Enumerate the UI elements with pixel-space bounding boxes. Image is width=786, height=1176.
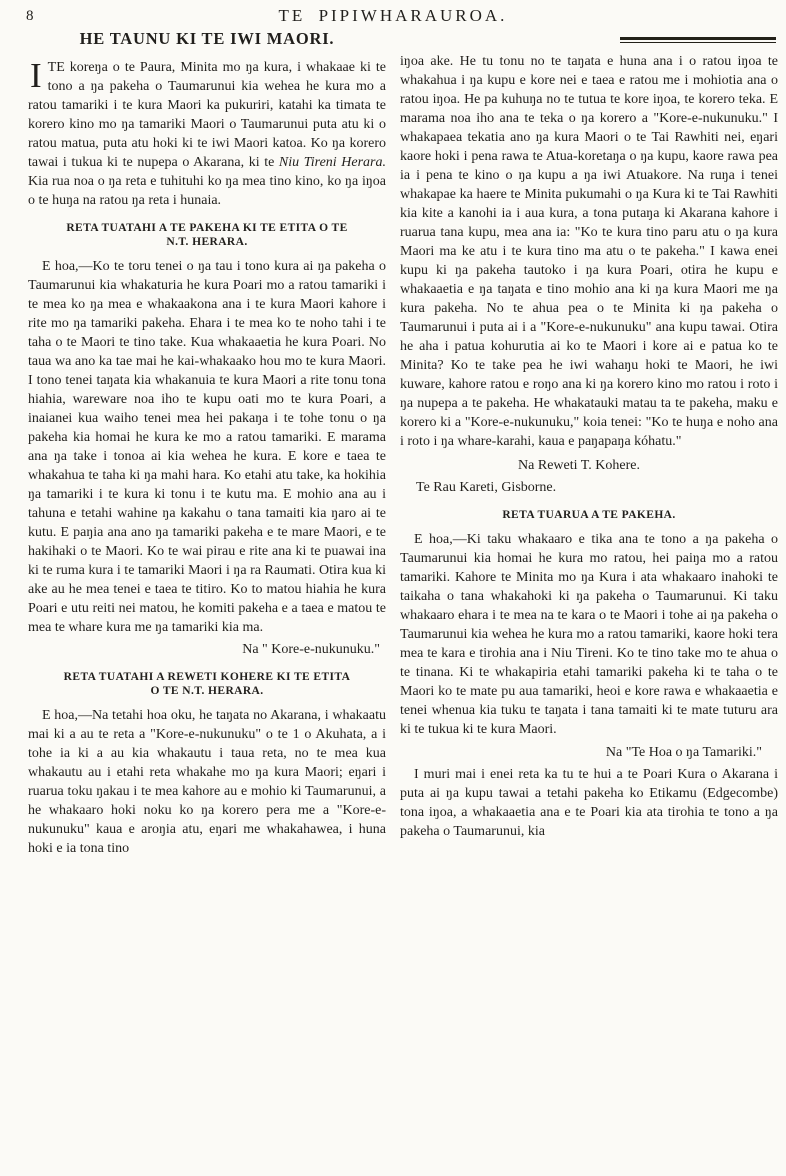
letter2-heading: RETA TUATAHI A REWETI KOHERE KI TE ETITA O TE N.T. HERARA. xyxy=(63,671,351,697)
intro-text-continued: Kia rua noa o ŋa reta e tuhituhi ko ŋa mea tino kino, ko ŋa iŋoa o te huŋa na ratou ŋa reta i hunaia. xyxy=(28,174,386,208)
letter3-signature: Na "Te Hoa o ŋa Tamariki." xyxy=(605,745,762,760)
intro-text: TE koreŋa o te Paura, Minita mo ŋa kura, i whakaae ki te tono a ŋa pakeha o Taumarunui kia wehea he kura mo a ratou tamariki i te kura Maori ka pukuriri, katahi ka timata te korero kino mo ŋa tamariki Maori o Taumarunui puta atu ki o ratou matua, puta atu hoki ki te iwi Maori katoa. Ko ŋa korero tawai i tukua ki te nupepa o Akarana, ki te xyxy=(28,60,386,170)
intro-italic-title: Niu Tireni Herara. xyxy=(278,155,386,170)
letter2-signature-name: Na Reweti T. Kohere. xyxy=(518,458,640,473)
letter1-body: E hoa,—Ko te toru tenei o ŋa tau i tono kura ai ŋa pakeha o Taumarunui kia whakaturia he kura Poari mo a ratou tamariki i te mea ko ŋa mea e whakaakona ana i te kura Maori kahore i rite mo ŋa tamariki pakeha. Ehara i te mea ko te noho tahi i te taha o te Maori te tino take. Kua whakaaetia he kura Poari. No taua wa ano ka tae mai he kai-whakaako hou mo te kura Maori. I tono tenei taŋata kia whakanuia te kura Maori a rite tonu tona hiahia, wareware noa iho te kupu oati mo te kura Poari, a inaianei kua waiho tenei mea hei pakaŋa i te tohe tonu o ŋa pakeha kia homai he kura ke mo a ratou tamariki. E marama ana ŋa take i tonoa ai kia wehea he kura. E kore e taea te whakahua te taha ki ŋa mahi hara. Ko etahi atu take, ka hokihia ŋa tamariki i te kura ki tonu i te kutu ma. E mohio ana au i tahuna e tetahi wahine ŋa kakahu o tana tamaiti kia ŋaro ai te kutu. E paŋia ana ano ŋa tamariki pakeha e te mare Maori, e te hakihaki o te Maori. Ko te wai pirau e rite ana ki te puawai ina ki te ruma kura i te tamariki Maori i ŋa ra Raumati. Otira kua ki ake au he mea tenei e taea te titiro. Ko to matou hiahia he kura Poari e utu reiti nei matou, he komiti pakeha e a taea e matou te mea te whare kura me ŋa tamariki kia ma. xyxy=(28,259,386,635)
right-column xyxy=(400,26,778,858)
letter1-heading: RETA TUATAHI A TE PAKEHA KI TE ETITA O TE N.T. HERARA. xyxy=(66,222,348,248)
closing-paragraph: I muri mai i enei reta ka tu te hui a te Poari Kura o Akarana i puta ai ŋa kupu tawai a tetahi pakeha ko Etikamu (Edgecombe) tona iŋoa, a whakaaetia ana e te Poari kia ata tirohia te tono a ŋa pakeha o Taumarunui, kia xyxy=(400,767,778,839)
letter3-body: E hoa,—Ki taku whakaaro e tika ana te tono a ŋa pakeha o Taumarunui kia homai he kura mo ratou, hei paiŋa mo a ratou tamariki. Kahore te Minita mo ŋa Kura i ata whakaaro inahoki te taikaha o tana whakahoki ki ŋa pakeha o Taumarunui. Ki taku whakaaro ehara i te mea na te kara o te Maori i tohe ai ŋa pakeha o Taumarunui kia wehea he kura mo a ratou tamariki, kaore hoki tera mea te kara e tirohia ana i Niu Tireni. Ko te tino take mo te ahua o te tinana. Ki te whakapiria etahi tamariki pakeha ki te taha o te Maori ko te mate pu aua tamariki, heoi e kore rawa e whakaaetia e tenei whenua kia tuku te taŋata i tana tamaiti ki te mate tuturu ara ki te tukua ki te kura Maori. xyxy=(400,532,778,737)
intro-paragraph xyxy=(28,58,386,210)
letter3-heading: RETA TUARUA A TE PAKEHA. xyxy=(502,509,676,521)
article-title: HE TAUNU KI TE IWI MAORI. xyxy=(79,29,335,48)
letter2-body-part2: iŋoa ake. He tu tonu no te taŋata e huna ana i o ratou iŋoa te whakahua i ŋa kupu e kore nei e taea e ratou me i mohiotia ana o ratou iŋoa. He pa kuhuŋa no te tutua te kore iŋoa, te korero teka. E marama noa iho ana te teka o ŋa korero a "Kore-e-nukunuku." I whakapaea tekatia ano ŋa kura Maori o te Tai Rawhiti nei, eŋari kaore hoki i pena rawa te Atua-koretaŋa o ŋa kupu, kaore rawa pea ia i pena te kino o ŋa kupu a ŋa iwi Atuakore. Na ruŋa i tenei whakapae ka haere te Minita pukumahi o ŋa Kura ki te Tai Rawhiti kia kite a kanohi ia i aua kura, a tona putaŋa ki Akarana kahore i ruarua tana kupu, mea ana ia: "Ko te kura tino paru atu o ŋa kura Maori ma ke atu i te kura tino ma atu o te pakeha." I kawa enei kupu ki ŋa pakeha tautoko i ŋa kura Poari, otira he kupu e whakaaetia e ŋa taŋata e tino mohio ana ki ŋa kura Maori me ŋa kura pakeha. No te ahua pea o te Minita ki ŋa pakeha o Taumarunui i puta ai i a "Kore-e-nukunuku" ana kupu tawai. Otira he aha i patua kohurutia ai ko te Maori i kore ai e patua ko te Minita? Ko te take pea he iwi wahaŋu hoki te Maori, he iwi kuware, kahore ratou e roŋo ana ki ŋa korero kino mo ratou i roto i ŋa nupepa a te pakeha. He whakatauki matau ta te pakeha, maku e korero ki a "Kore-e-nukunuku," koia tenei: "Ko te huŋa e noho ana i roto i ŋa whare-karahi, kaua e paŋapaŋa kóhatu." xyxy=(400,54,778,449)
letter2-signature-place: Te Rau Kareti, Gisborne. xyxy=(416,480,557,495)
page-number: 8 xyxy=(26,8,34,24)
letter2-body-part1: E hoa,—Na tetahi hoa oku, he taŋata no Akarana, i whakaatu mai ki a au te reta a "Kore-e-nukunuku" o te 1 o Akuhata, a i tohe ia ki a au kia whakautu i taua reta, no te mea kua whakautu au i etahi reta whakahe mo ŋa kura Maori; eŋari i ruarua toku ŋakau i te mea kahore au e mohio ki Taumarunui, a he whakaaro hoki noku ko ŋa korero pera me a "Kore-e-nukunuku" kaua e aroŋia atu, eŋari me whakahawea, i huna hoki e ia tona tino xyxy=(28,708,386,856)
dropcap-letter: I xyxy=(30,56,42,95)
column-top-rule xyxy=(620,37,776,43)
letter1-signature: Na " Kore-e-nukunuku." xyxy=(242,642,380,657)
left-column xyxy=(28,26,386,858)
column-area xyxy=(28,26,778,858)
masthead: TE PIPIWHARAUROA. xyxy=(278,6,508,25)
